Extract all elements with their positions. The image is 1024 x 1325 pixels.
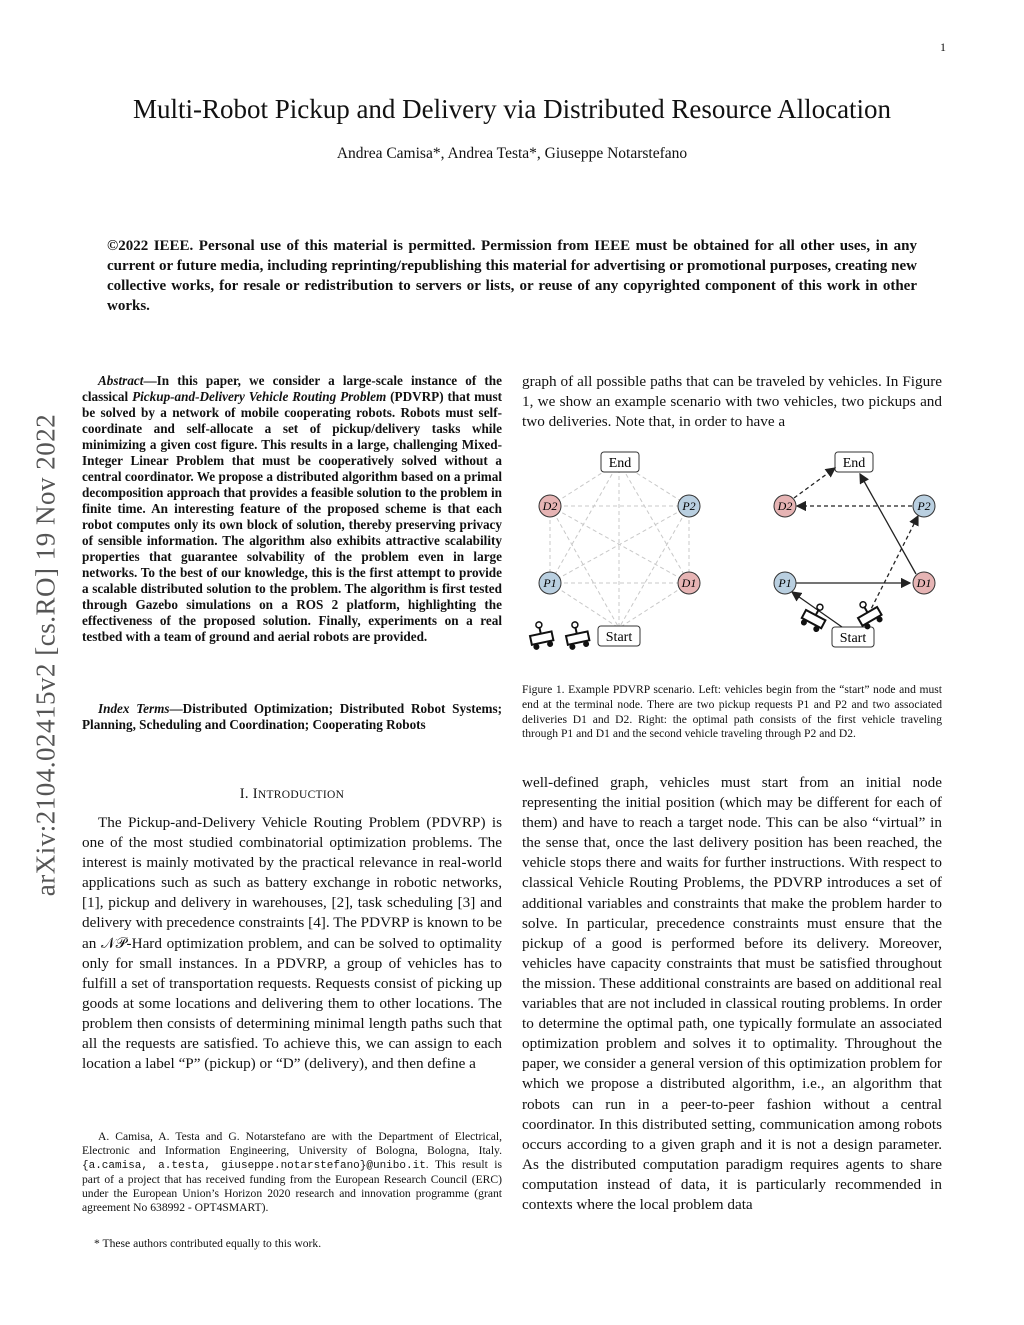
vehicle-icon (852, 597, 885, 631)
section-heading-introduction (82, 786, 502, 803)
p1-label: P1 (543, 576, 557, 590)
section-title-rest: NTRODUCTION (257, 789, 345, 801)
index-terms (82, 701, 502, 733)
abstract-text-1: —In this paper, we consider a large-scale instance of the classical (82, 373, 502, 404)
introduction-paragraph: The Pickup-and-Delivery Vehicle Routing Problem (PDVRP) is one of the most studied combinatorial optimization problems. The interest is mainly motivated by the practical relevance in real-world applications such as such as battery exchange in robotic networks, [1], pickup and delivery in warehouses, [2], task scheduling [3] and delivery with precedence constraints [4]. The PDVRP is known to be an 𝒩𝒫-Hard optimization problem, and can be solved to optimality only for small instances. In a PDVRP, a group of vehicles has to fulfill a set of transportation requests. Requests consist of picking up goods at some locations and delivering them to other locations. The problem then consists of determining minimal length paths such that all the requests are satisfied. To achieve this, we can assign to each location a label “P” (pickup) or “D” (delivery), and then define a (82, 814, 502, 1073)
figure-graphs (522, 446, 944, 664)
vehicle-icon (528, 620, 555, 651)
author-emails: {a.camisa, a.testa, giuseppe.notarstefano}@unibo.it (82, 1160, 426, 1173)
figure-pdvrp-scenario (522, 446, 944, 664)
abstract-label: Abstract (98, 373, 144, 388)
footnote-text-b: . This result is part of a project that has received funding from the European Research Council (ERC) under the European Union’s Horizon 2020 research and innovation programme (grant agreement No 638992 - OPT4SMART). (82, 1158, 502, 1215)
left-graph (528, 452, 700, 651)
p2-label: P2 (917, 499, 931, 513)
copyright-notice: ©2022 IEEE. Personal use of this material is permitted. Permission from IEEE must be obtained for all other uses, in any current or future media, including reprinting/republishing this material for advertising or promotional purposes, creating new collective works, for resale or redistribution to servers or lists, or reuse of any copyrighted component of this work in other works. (107, 238, 917, 314)
equal-contribution-footnote: * These authors contributed equally to this work. (94, 1237, 322, 1250)
d2-label: D2 (777, 499, 793, 513)
end-node-label: End (842, 456, 866, 471)
section-first-letter: I (252, 786, 258, 802)
abstract (82, 373, 502, 645)
edge-d1-end (860, 474, 916, 574)
paper-title: Multi-Robot Pickup and Delivery via Distributed Resource Allocation (132, 94, 892, 124)
index-terms-text: —Distributed Optimization; Distributed Robot Systems; Planning, Scheduling and Coordination; Cooperating Robots (82, 701, 502, 732)
vehicle-icon (564, 620, 591, 651)
abstract-text-2: (PDVRP) that must be solved by a network of mobile cooperating robots. Robots must self-coordinate and self-allocate a set of pickup/delivery tasks while minimizing a given cost figure. This results in a large, challenging Mixed-Integer Linear Problem that must be cooperatively solved without a central coordinator. We propose a distributed algorithm based on a primal decomposition approach that provides a feasible solution to the problem in finite time. An interesting feature of the proposed scheme is that each robot computes only its own block of solution, thereby preserving privacy of sensible information. The algorithm also exhibits attractive scalability properties that guarantee solvability of the problem even in large networks. To the best of our knowledge, this is the first attempt to provide a scalable distributed solution to the problem. The algorithm is first tested through Gazebo simulations on a ROS 2 platform, highlighting the effectiveness of the proposed solution. Finally, experiments on a real testbed with a team of ground and aerial robots are provided. (82, 389, 502, 644)
p1-label: P1 (778, 576, 792, 590)
right-column-bottom-paragraph: well-defined graph, vehicles must start from an initial node representing the initial position (which may be different for each of them) and have to reach a target node. This can be also “virtual” in the sense that, once the last delivery position has been reached, the vehicle stops there and waits for further instructions. With respect to classical Vehicle Routing Problems, the PDVRP introduces a set of additional variables and constraints that make the problem harder to solve. In particular, precedence constraints must ensure that the pickup of a good is performed before its delivery. Moreover, vehicles have capacity constraints that must be satisfied throughout the mission. These additional constraints are based on additional real variables that are not included in classical routing problems. In order to determine the optimal path, one typically formulate an associated optimization problem and solves it to optimality. Throughout the paper, we consider a general version of this optimization problem for which we propose a distributed algorithm, i.e., an algorithm that robots can run in a peer-to-peer fashion without a central coordinator. In this distributed setting, communication among robots occurs according to a given graph and it is not a design parameter. As the distributed computation paradigm requires agents to share computation instead of data, it is particularly recommended in contexts where the local problem data (522, 774, 942, 1213)
d2-label: D2 (542, 499, 558, 513)
page-number: 1 (940, 40, 946, 54)
arxiv-identifier: arXiv:2104.02415v2 [cs.RO] 19 Nov 2022 (30, 413, 61, 897)
end-node-label: End (608, 456, 632, 471)
footnote-text-a: A. Camisa, A. Testa and G. Notarstefano are with the Department of Electrical, Electronic and Information Engineering, University of Bologna, Bologna, Italy. (82, 1130, 502, 1158)
start-node-label: Start (605, 630, 633, 645)
d1-label: D1 (916, 576, 932, 590)
figure-caption: Figure 1. Example PDVRP scenario. Left: vehicles begin from the “start” node and must end at the terminal node. There are two pickup requests P1 and P2 and two associated deliveries D1 and D2. Right: the optimal path consists of the first vehicle traveling through P1 and D1 and the second vehicle traveling through P2 and D2. (522, 683, 942, 741)
right-graph (774, 452, 935, 647)
index-terms-label: Index Terms (98, 701, 170, 716)
d1-label: D1 (681, 576, 697, 590)
affiliation-footnote (82, 1130, 502, 1216)
author-list: Andrea Camisa*, Andrea Testa*, Giuseppe Notarstefano (336, 145, 688, 162)
complete-graph-edges (550, 462, 689, 628)
p2-label: P2 (682, 499, 696, 513)
edge-d2-end (794, 468, 835, 498)
section-number: I. (239, 786, 253, 802)
start-node-label: Start (839, 631, 867, 646)
abstract-term: Pickup-and-Delivery Vehicle Routing Problem (132, 389, 387, 404)
right-column-top-paragraph: graph of all possible paths that can be traveled by vehicles. In Figure 1, we show an example scenario with two vehicles, two pickups and two deliveries. Note that, in order to have a (522, 373, 942, 431)
